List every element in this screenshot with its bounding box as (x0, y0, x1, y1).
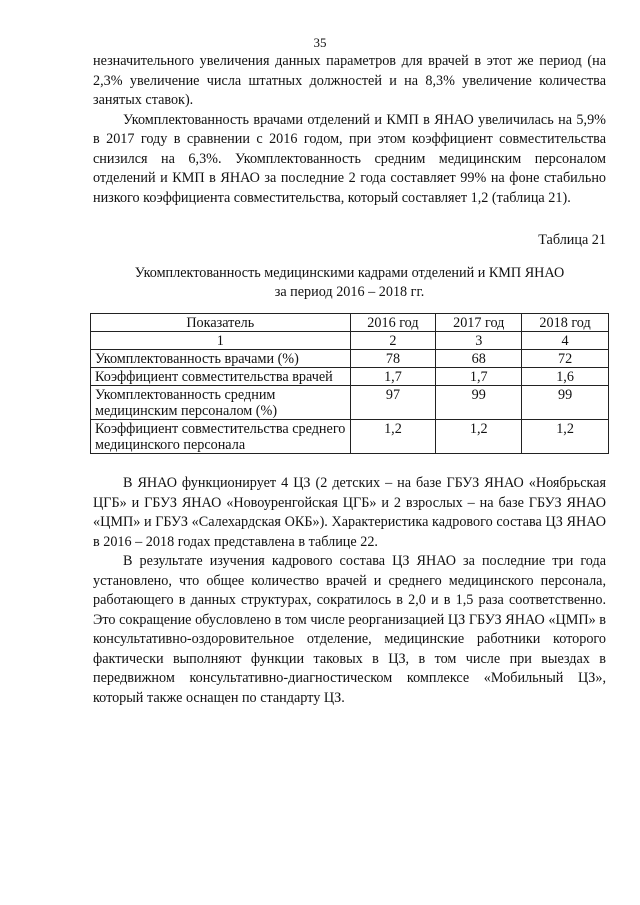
column-number: 4 (522, 332, 609, 350)
row-label: Коэффициент совместительства врачей (91, 368, 351, 386)
table-caption-line-1: Укомплектованность медицинскими кадрами отделений и КМП ЯНАО (134, 265, 565, 281)
table-caption-line-2: за период 2016 – 2018 гг. (274, 284, 425, 300)
cell-value: 1,6 (522, 368, 609, 386)
column-number-row (91, 332, 609, 350)
header-indicator: Показатель (91, 314, 351, 332)
column-number: 3 (436, 332, 522, 350)
page-number: 35 (313, 35, 327, 50)
row-label: Укомплектованность средним медицинским персоналом (%) (91, 386, 351, 420)
cell-value: 1,2 (522, 420, 609, 454)
cell-value: 99 (522, 386, 609, 420)
paragraph-2: Укомплектованность врачами отделений и КМП в ЯНАО увеличилась на 5,9% в 2017 году в сравнении с 2016 годом, при этом коэффициент совместительства снизился на 6,3%. Укомплектованность средним медицинским персоналом отделений и КМП в ЯНАО за последние 2 года составляет 99% на фоне стабильно низкого коэффициента совместительства, который составляет 1,2 (таблица 21). (93, 111, 606, 206)
column-number: 2 (350, 332, 436, 350)
intro-text (93, 52, 606, 208)
cell-value: 97 (350, 386, 436, 420)
column-number: 1 (91, 332, 351, 350)
row-label: Укомплектованность врачами (%) (91, 350, 351, 368)
table-label: Таблица 21 (538, 232, 606, 248)
cell-value: 1,7 (436, 368, 522, 386)
table-row (91, 386, 609, 420)
body-text (93, 474, 606, 708)
paragraph-4: В результате изучения кадрового состава ЦЗ ЯНАО за последние три года установлено, что общее количество врачей и среднего медицинского персонала, работающего в данных структурах, сократилось в 2,0 и в 1,5 раза соответственно. Это сокращение обусловлено в том числе реорганизацией ЦЗ ГБУЗ ЯНАО «ЦМП» в консультативно-оздоровительное отделение, медицинские работники которого фактически выполняют функции таковых в ЦЗ, в том числе при выездах в передвижном консультативно-диагностическом комплексе «Мобильный ЦЗ», который также оснащен по стандарту ЦЗ. (93, 553, 606, 706)
table-row (91, 420, 609, 454)
header-2016: 2016 год (350, 314, 436, 332)
table-row (91, 350, 609, 368)
header-2017: 2017 год (436, 314, 522, 332)
cell-value: 78 (350, 350, 436, 368)
cell-value: 1,2 (350, 420, 436, 454)
table-row (91, 368, 609, 386)
cell-value: 68 (436, 350, 522, 368)
row-label: Коэффициент совместительства среднего медицинского персонала (91, 420, 351, 454)
table-header-row (91, 314, 609, 332)
cell-value: 1,2 (436, 420, 522, 454)
header-2018: 2018 год (522, 314, 609, 332)
cell-value: 72 (522, 350, 609, 368)
staffing-table (90, 313, 609, 454)
cell-value: 1,7 (350, 368, 436, 386)
cell-value: 99 (436, 386, 522, 420)
paragraph-3: В ЯНАО функционирует 4 ЦЗ (2 детских – на базе ГБУЗ ЯНАО «Ноябрьская ЦГБ» и ГБУЗ ЯНАО «Новоуренгойская ЦГБ» и 2 взрослых – на базе ГБУЗ ЯНАО «ЦМП» и ГБУЗ «Салехардская ОКБ»). Характеристика кадрового состава ЦЗ ЯНАО в 2016 – 2018 годах представлена в таблице 22. (93, 475, 606, 550)
paragraph-1: незначительного увеличения данных параметров для врачей в этот же период (на 2,3% увеличение числа штатных должностей и на 8,3% увеличение количества занятых ставок). (93, 53, 606, 108)
table-caption (93, 264, 606, 302)
